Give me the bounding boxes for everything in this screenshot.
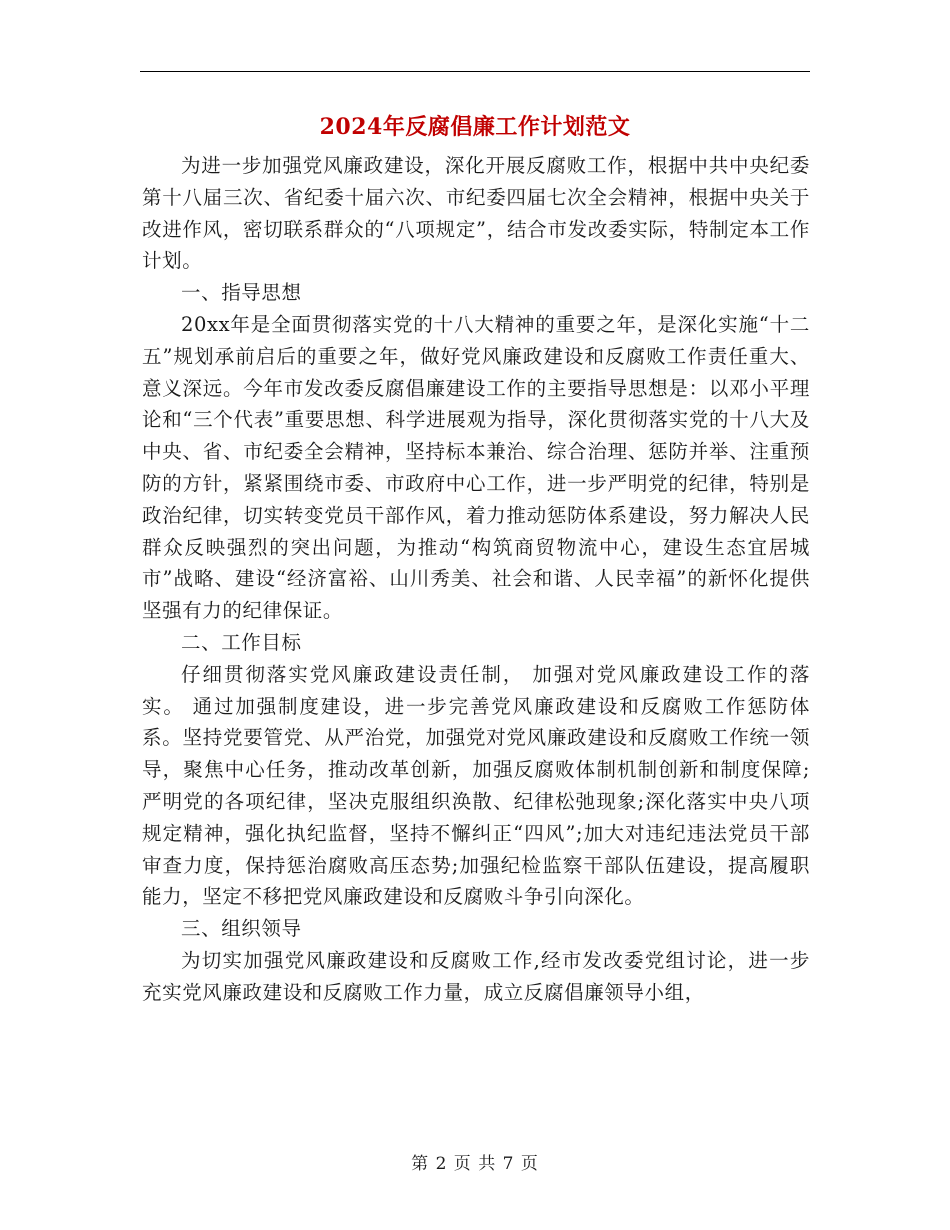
header-rule <box>140 71 810 72</box>
document-body <box>142 150 810 1009</box>
guiding-ideology-paragraph: 20xx年是全面贯彻落实党的十八大精神的重要之年，是深化实施“十二五”规划承前启后的重要之年，做好党风廉政建设和反腐败工作责任重大、意义深远。今年市发改委反腐倡廉建设工作的主要指导思想是：以邓小平理论和“三个代表”重要思想、科学进展观为指导，深化贯彻落实党的十八大及中央、省、市纪委全会精神，坚持标本兼治、综合治理、惩防并举、注重预防的方针，紧紧围绕市委、市政府中心工作，进一步严明党的纪律，特别是政治纪律，切实转变党员干部作风，着力推动惩防体系建设，努力解决人民群众反映强烈的突出问题，为推动“构筑商贸物流中心，建设生态宜居城市”战略、建设“经济富裕、山川秀美、社会和谐、人民幸福”的新怀化提供坚强有力的纪律保证。 <box>142 312 810 623</box>
section-heading-guiding-ideology: 一、指导思想 <box>181 281 302 305</box>
work-goals-paragraph: 仔细贯彻落实党风廉政建设责任制， 加强对党风廉政建设工作的落实。 通过加强制度建设，进一步完善党风廉政建设和反腐败工作惩防体系。坚持党要管党、从严治党，加强党对党风廉政建设和反腐败工作统一领导，聚焦中心任务，推动改革创新，加强反腐败体制机制创新和制度保障;严明党的各项纪律，坚决克服组织涣散、纪律松弛现象;深化落实中央八项规定精神，强化执纪监督，坚持不懈纠正“四风”;加大对违纪违法党员干部审查力度，保持惩治腐败高压态势;加强纪检监察干部队伍建设，提高履职能力，坚定不移把党风廉政建设和反腐败斗争引向深化。 <box>142 662 810 909</box>
organization-paragraph: 为切实加强党风廉政建设和反腐败工作,经市发改委党组讨论，进一步充实党风廉政建设和反腐败工作力量，成立反腐倡廉领导小组， <box>142 948 810 1004</box>
page-number: 第 2 页 共 7 页 <box>411 1154 539 1174</box>
document-title: 2024年反腐倡廉工作计划范文 <box>319 114 631 140</box>
section-heading-organization: 三、组织领导 <box>181 917 302 941</box>
section-heading-work-goals: 二、工作目标 <box>181 630 302 654</box>
intro-paragraph: 为进一步加强党风廉政建设，深化开展反腐败工作，根据中共中央纪委第十八届三次、省纪委十届六次、市纪委四届七次全会精神，根据中央关于改进作风，密切联系群众的“八项规定”，结合市发改委实际，特制定本工作计划。 <box>142 154 810 273</box>
